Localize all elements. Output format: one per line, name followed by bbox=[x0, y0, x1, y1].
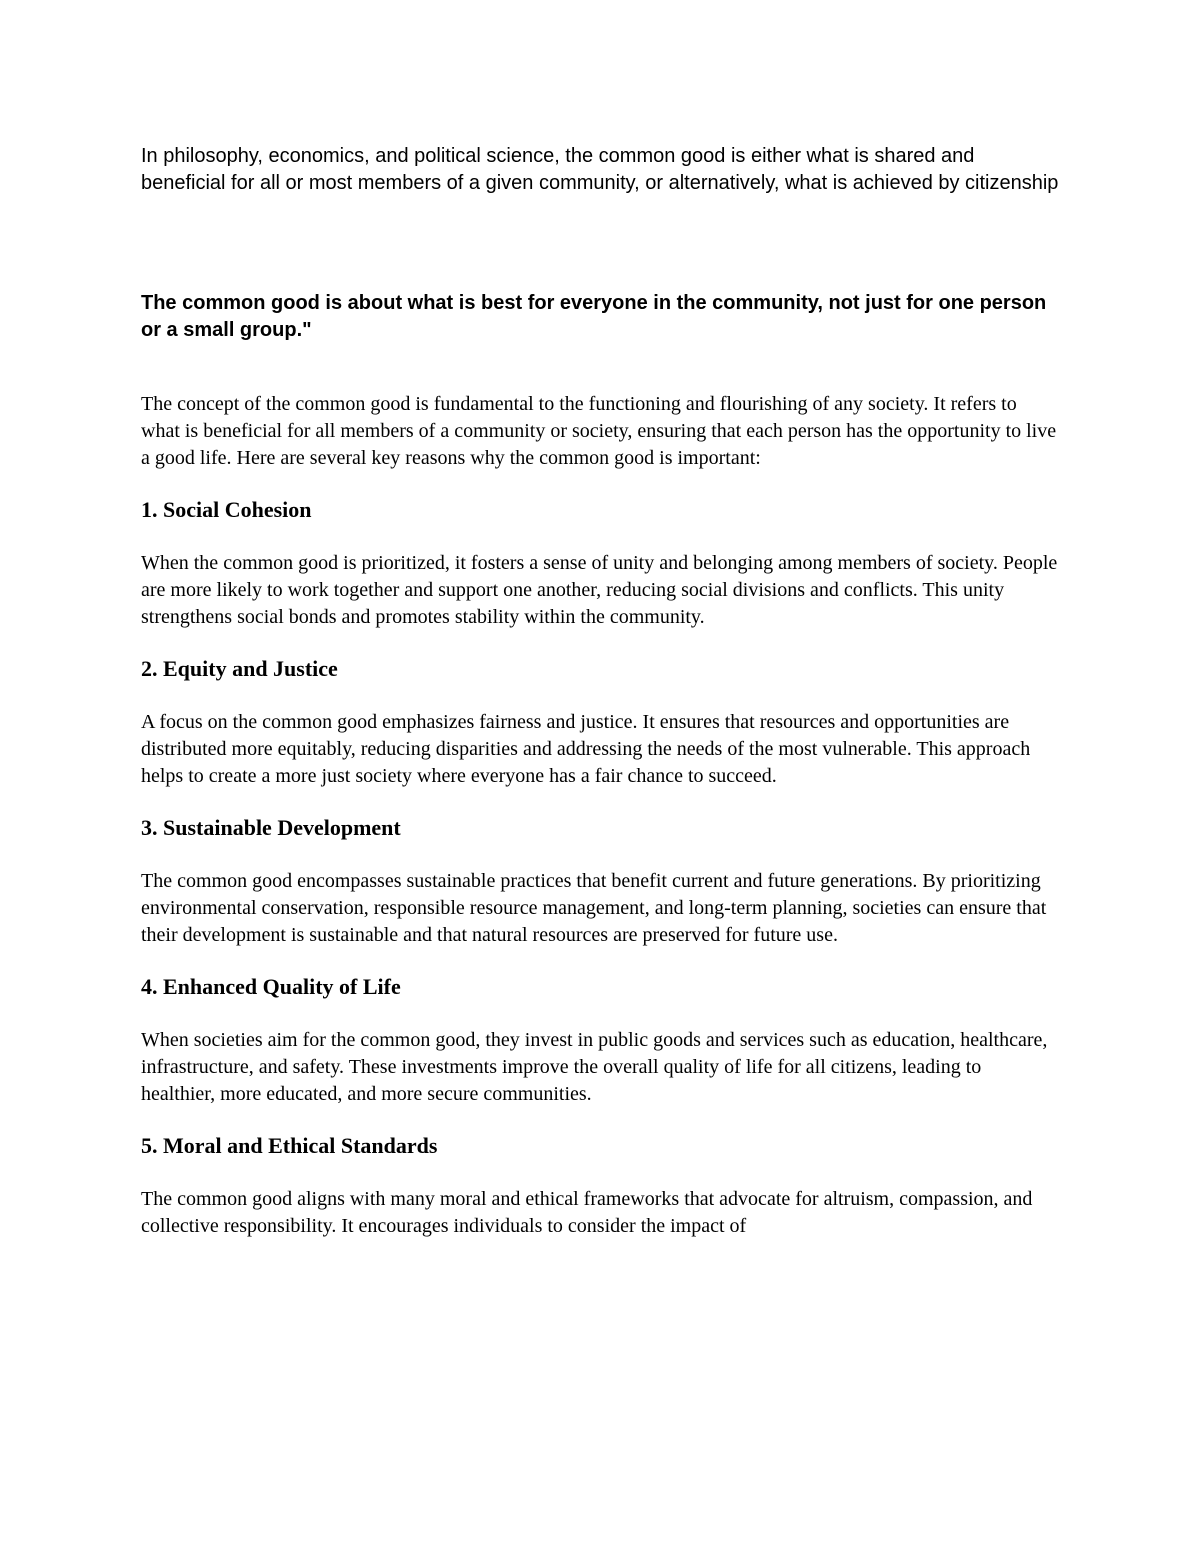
section-body-social-cohesion: When the common good is prioritized, it fosters a sense of unity and belonging among members of society. People are more likely to work together and support one another, reducing social divisions and conflicts. This unity strengthens social bonds and promotes stability within the community. bbox=[141, 552, 1058, 628]
quote-paragraph: The common good is about what is best for everyone in the community, not just for one person or a small group." bbox=[141, 292, 1047, 341]
intro-paragraph: In philosophy, economics, and political science, the common good is either what is shared and beneficial for all or most members of a given community, or alternatively, what is achieved by citizenship bbox=[141, 145, 1059, 194]
section-heading-quality-of-life: 4. Enhanced Quality of Life bbox=[141, 974, 401, 999]
section-body-quality-of-life: When societies aim for the common good, they invest in public goods and services such as education, healthcare, infrastructure, and safety. These investments improve the overall quality of life for all citizens, leading to healthier, more educated, and more secure communities. bbox=[141, 1029, 1048, 1105]
lead-paragraph: The concept of the common good is fundamental to the functioning and flourishing of any society. It refers to what is beneficial for all members of a community or society, ensuring that each person has the opportunity to live a good life. Here are several key reasons why the common good is important: bbox=[141, 393, 1057, 469]
section-heading-moral-ethical: 5. Moral and Ethical Standards bbox=[141, 1133, 438, 1158]
section-heading-equity-justice: 2. Equity and Justice bbox=[141, 656, 338, 681]
section-body-equity-justice: A focus on the common good emphasizes fairness and justice. It ensures that resources and opportunities are distributed more equitably, reducing disparities and addressing the needs of the most vulnerable. This approach helps to create a more just society where everyone has a fair chance to succeed. bbox=[141, 711, 1031, 787]
section-body-moral-ethical: The common good aligns with many moral and ethical frameworks that advocate for altruism, compassion, and collective responsibility. It encourages individuals to consider the impact of bbox=[141, 1188, 1033, 1237]
section-heading-sustainable-development: 3. Sustainable Development bbox=[141, 815, 401, 840]
section-body-sustainable-development: The common good encompasses sustainable practices that benefit current and future generations. By prioritizing environmental conservation, responsible resource management, and long-term planning, societies can ensure that their development is sustainable and that natural resources are preserved for future use. bbox=[141, 870, 1047, 946]
section-heading-social-cohesion: 1. Social Cohesion bbox=[141, 497, 312, 522]
document-page bbox=[141, 143, 1059, 1240]
